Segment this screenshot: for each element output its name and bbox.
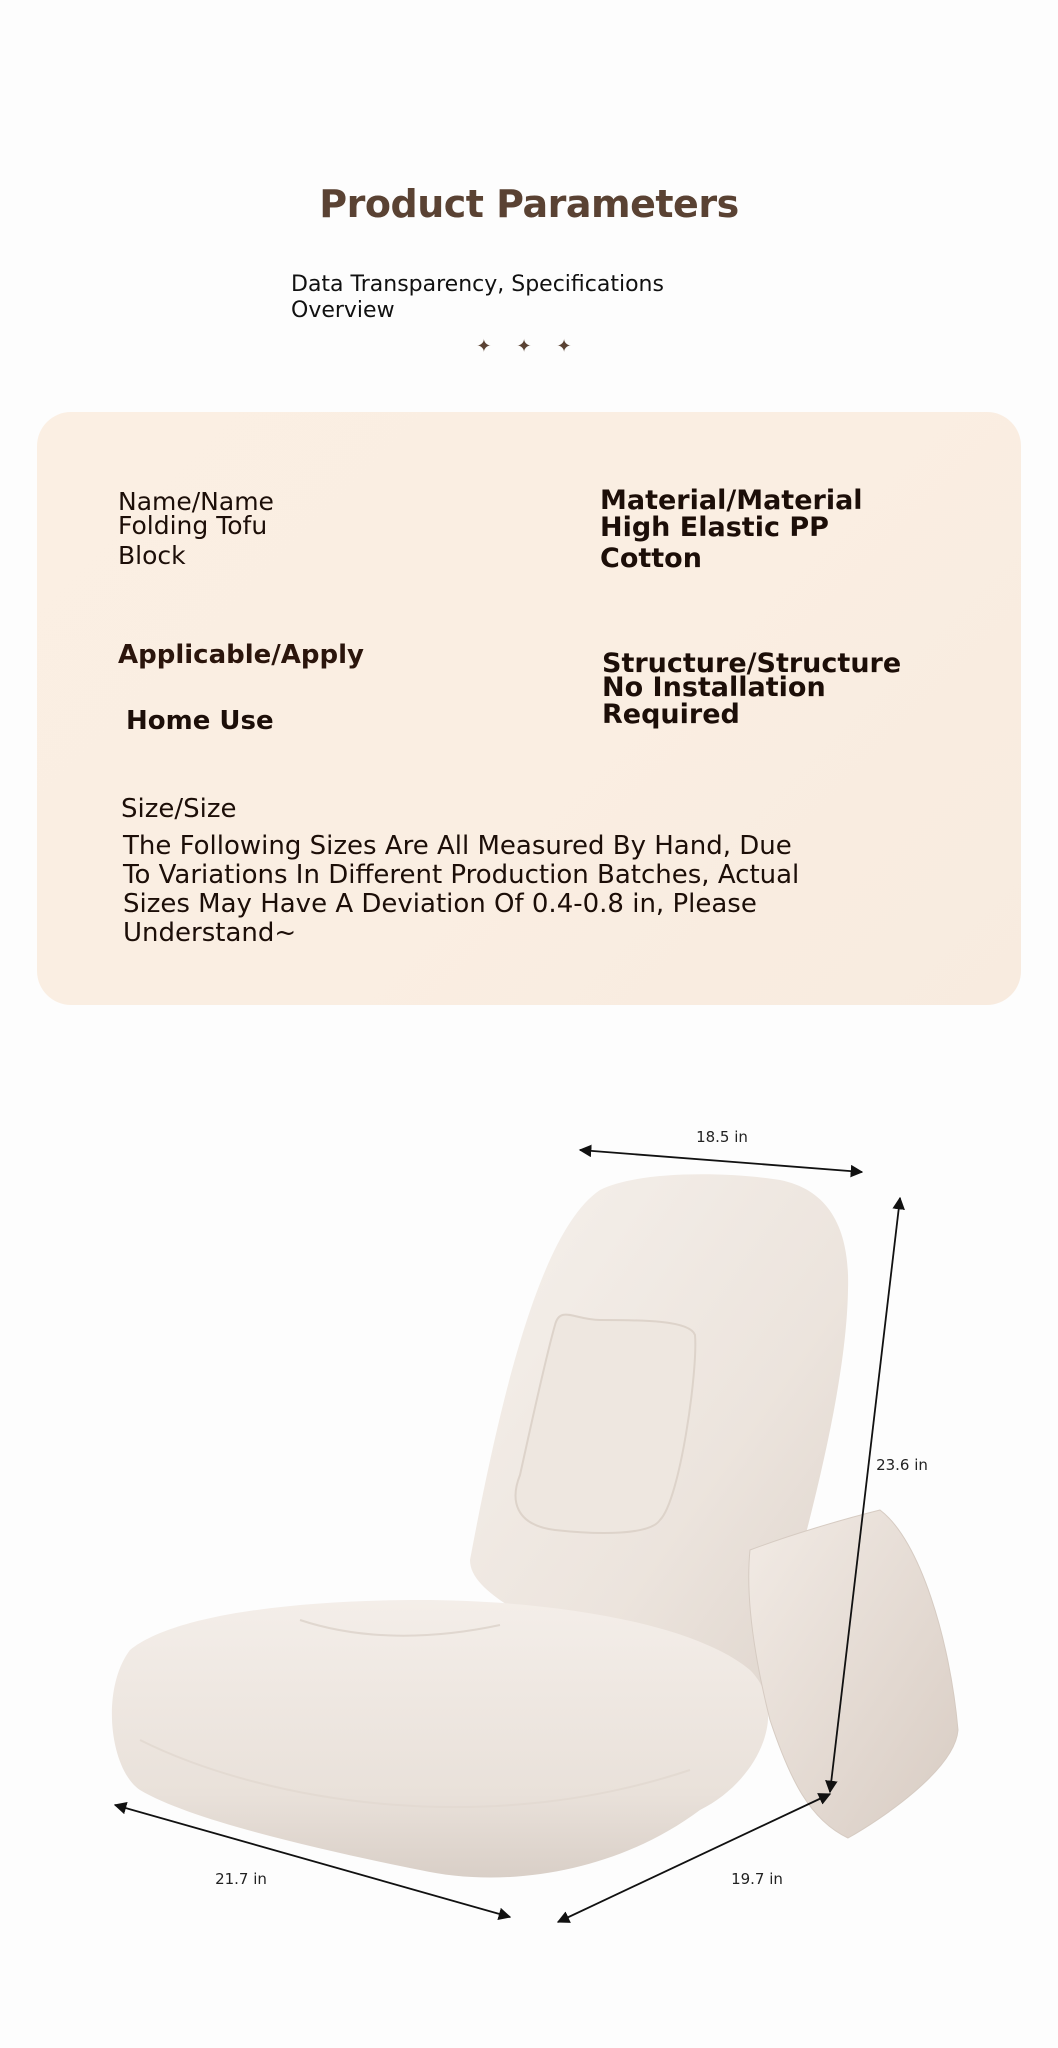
page-subtitle: Data Transparency, Specifications Overview	[291, 272, 664, 323]
material-label: Material/Material	[600, 485, 863, 516]
top-width-label: 18.5 in	[696, 1128, 748, 1146]
name-value: Folding Tofu Block	[118, 511, 268, 570]
structure-label: Structure/Structure	[602, 648, 902, 679]
size-note: The Following Sizes Are All Measured By Hand, Due To Variations In Different Production Batches, Actual Sizes May Have A Deviation Of 0.4-0.8 in, Please Understand~	[123, 831, 800, 948]
name-label: Name/Name	[118, 487, 274, 516]
apply-label: Applicable/Apply	[118, 640, 364, 670]
height-label: 23.6 in	[876, 1456, 928, 1474]
chair-seat	[112, 1600, 768, 1878]
size-label: Size/Size	[121, 794, 237, 824]
sparkle-ornament-icon: ✦ ✦ ✦	[476, 336, 582, 356]
length-label: 21.7 in	[215, 1870, 267, 1888]
chair-dimension-figure	[0, 1080, 1058, 2048]
page-title: Product Parameters	[319, 182, 739, 226]
apply-value: Home Use	[126, 706, 274, 736]
structure-value: No Installation Required	[602, 672, 826, 730]
chair-pillow	[749, 1510, 958, 1838]
top-width-arrow	[580, 1150, 862, 1172]
material-value: High Elastic PP Cotton	[600, 512, 829, 574]
depth-label: 19.7 in	[731, 1870, 783, 1888]
